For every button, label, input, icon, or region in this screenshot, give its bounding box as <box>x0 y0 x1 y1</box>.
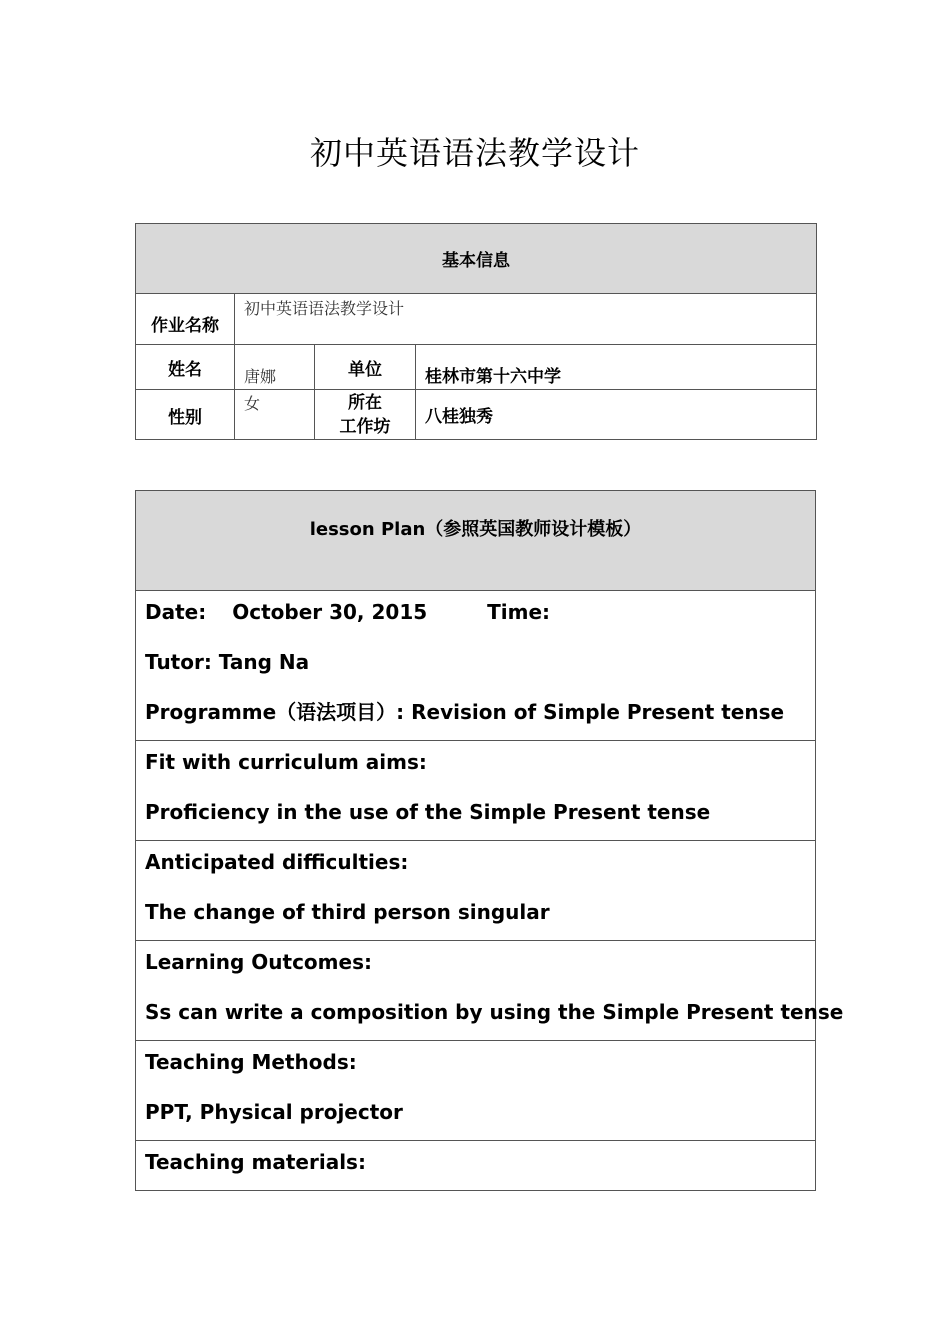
curriculum-aims-cell <box>136 741 816 841</box>
outcomes-value: Ss can write a composition by using the Simple Present tense <box>145 1000 844 1024</box>
time-label: Time: <box>487 600 551 624</box>
curriculum-aims-label: Fit with curriculum aims: <box>145 750 427 774</box>
assignment-name-label: 作业名称 <box>136 294 235 345</box>
workshop-label <box>315 390 416 440</box>
basic-info-table <box>135 223 817 440</box>
assignment-name-value: 初中英语语法教学设计 <box>235 294 817 345</box>
outcomes-label: Learning Outcomes: <box>145 950 372 974</box>
curriculum-aims-value: Proficiency in the use of the Simple Present tense <box>145 800 711 824</box>
materials-label: Teaching materials: <box>145 1150 366 1174</box>
methods-cell <box>136 1041 816 1141</box>
unit-value: 桂林市第十六中学 <box>416 345 817 390</box>
difficulties-cell <box>136 841 816 941</box>
gender-label: 性别 <box>136 390 235 440</box>
tutor-line: Tutor: Tang Na <box>145 650 310 674</box>
lesson-details-cell <box>136 591 816 741</box>
gender-value: 女 <box>235 390 315 440</box>
document-title: 初中英语语法教学设计 <box>309 134 640 172</box>
name-value: 唐娜 <box>235 345 315 390</box>
basic-info-header: 基本信息 <box>136 224 817 294</box>
outcomes-cell <box>136 941 844 1041</box>
date-time-line <box>145 599 806 625</box>
workshop-label-line1: 所在 <box>348 392 382 413</box>
methods-label: Teaching Methods: <box>145 1050 357 1074</box>
unit-label: 单位 <box>315 345 416 390</box>
lesson-plan-header: lesson Plan（参照英国教师设计模板） <box>136 491 816 591</box>
difficulties-value: The change of third person singular <box>145 900 550 924</box>
date-label: Date: <box>145 600 207 624</box>
date-value: October 30, 2015 <box>232 600 428 624</box>
programme-line: Programme（语法项目）: Revision of Simple Present tense <box>145 700 785 724</box>
difficulties-label: Anticipated difficulties: <box>145 850 409 874</box>
workshop-label-line2: 工作坊 <box>339 416 391 437</box>
methods-value: PPT, Physical projector <box>145 1100 403 1124</box>
workshop-value: 八桂独秀 <box>416 390 817 440</box>
lesson-plan-table <box>135 490 844 1191</box>
name-label: 姓名 <box>136 345 235 390</box>
materials-cell <box>136 1141 816 1191</box>
